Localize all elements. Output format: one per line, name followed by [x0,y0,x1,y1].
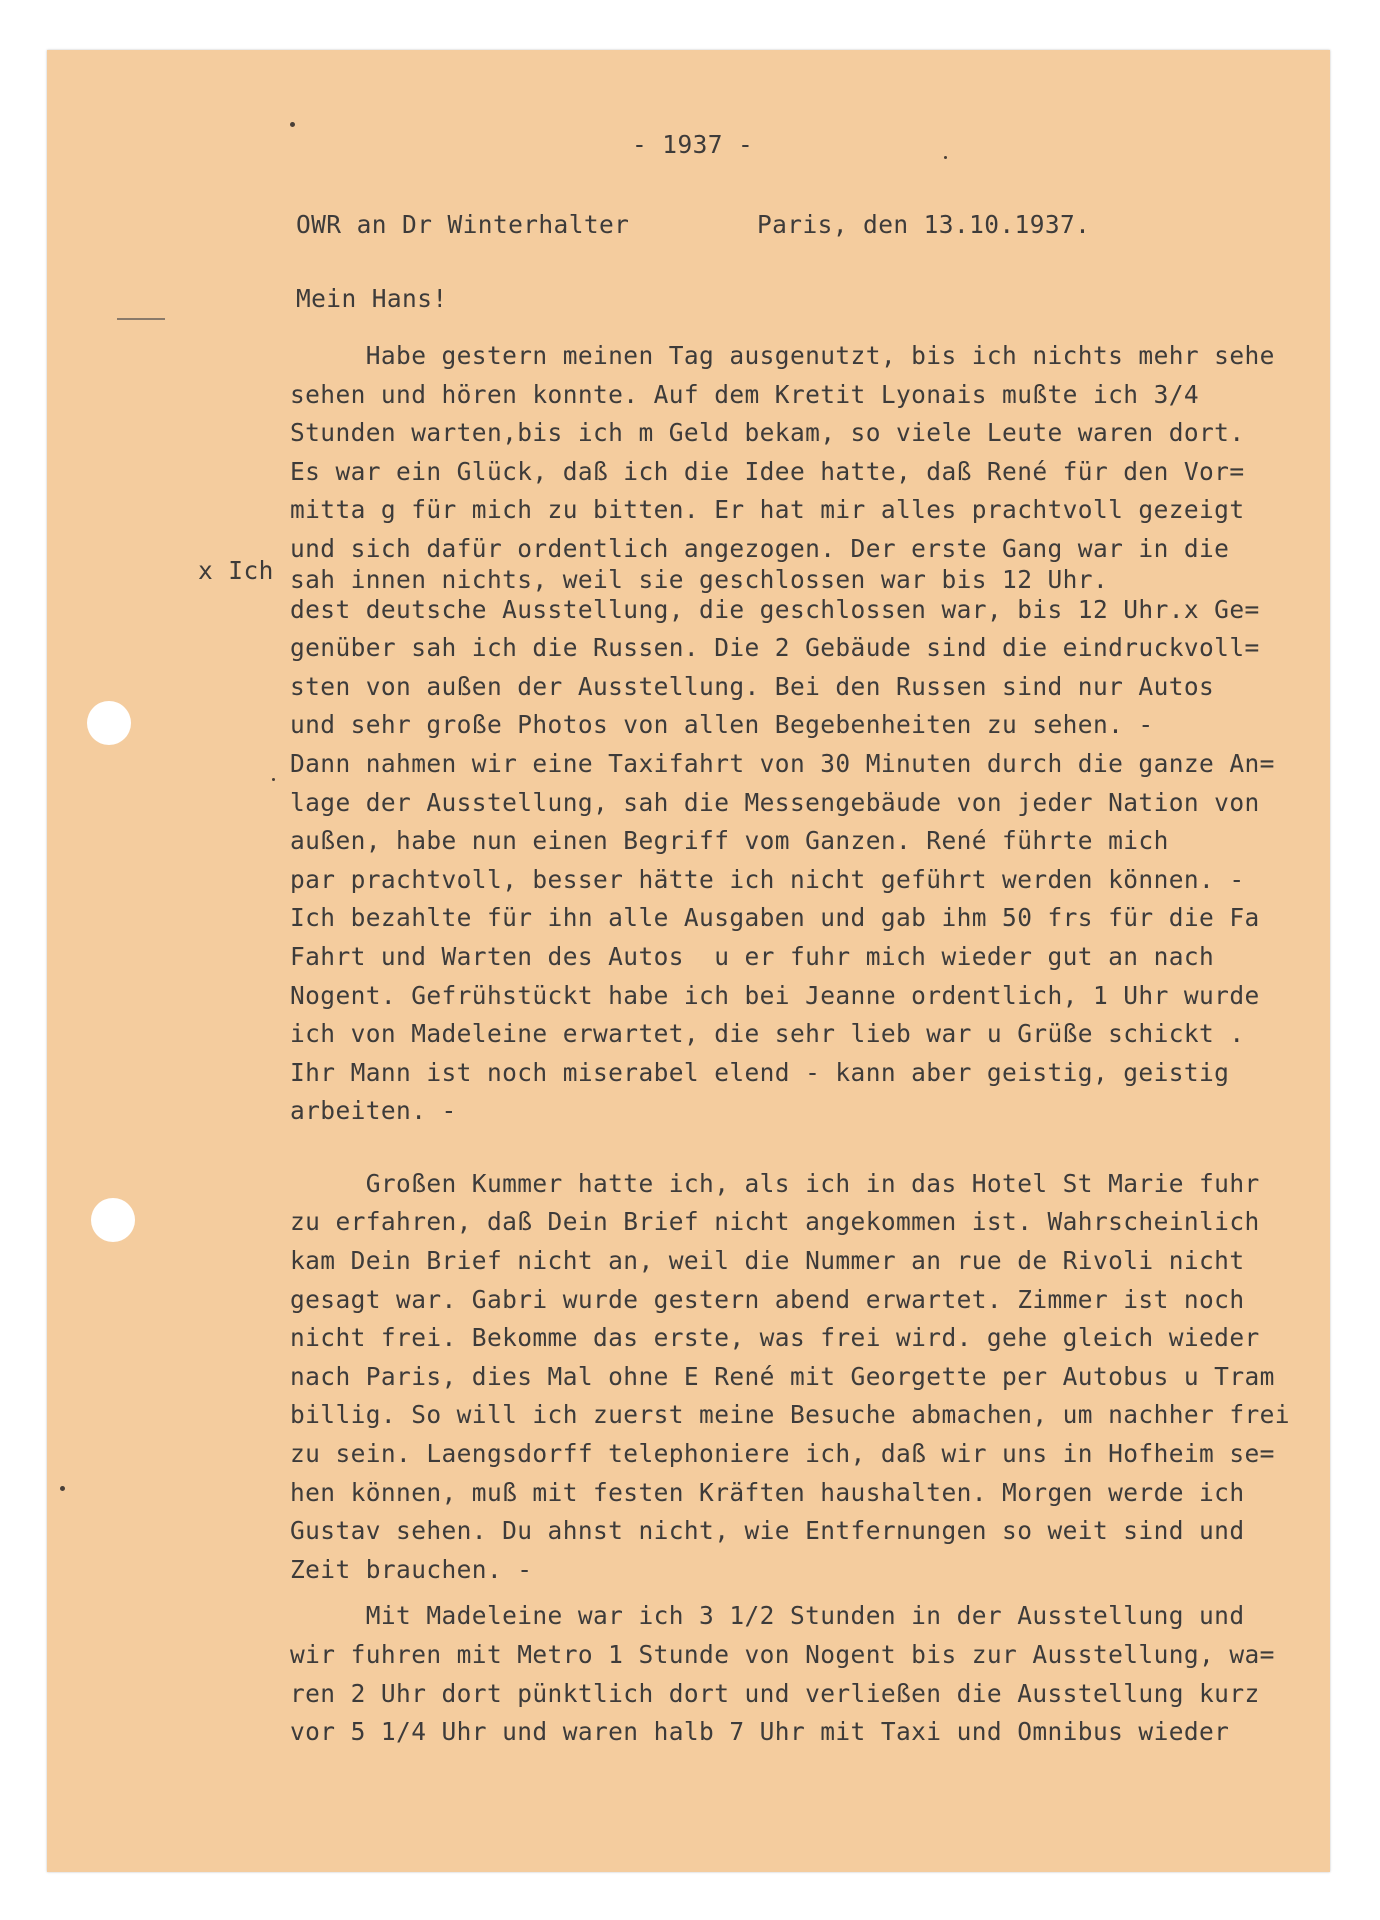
text-line: Gustav sehen. Du ahnst nicht, wie Entfernungen so weit sind und [290,1516,1245,1546]
text-line: Habe gestern meinen Tag ausgenutzt, bis ich nichts mehr sehe [290,341,1275,370]
text-line: Fahrt und Warten des Autos u er fuhr mich wieder gut an nach [290,941,1215,971]
text-line: genüber sah ich die Russen. Die 2 Gebäude sind die eindruckvoll= [290,633,1260,663]
text-line: nicht frei. Bekomme das erste, was frei wird. gehe gleich wieder [290,1323,1260,1353]
text-line: vor 5 1/4 Uhr und waren halb 7 Uhr mit Taxi und Omnibus wieder [290,1717,1230,1747]
text-line: Dann nahmen wir eine Taxifahrt von 30 Minuten durch die ganze An= [290,748,1275,778]
text-line: mitta g für mich zu bitten. Er hat mir alles prachtvoll gezeigt [290,495,1245,525]
text-line: arbeiten. - [290,1096,457,1126]
ink-speck [60,1486,65,1491]
text-line: ich von Madeleine erwartet, die sehr lieb war u Grüße schickt . [290,1019,1245,1049]
paragraph [290,337,1320,1131]
text-line: nach Paris, dies Mal ohne E René mit Georgette per Autobus u Tram [290,1361,1275,1391]
text-line: sten von außen der Ausstellung. Bei den Russen sind nur Autos [290,671,1215,701]
punch-hole-bottom [91,1198,135,1242]
letter-body [290,337,1320,1752]
sender-recipient-line: OWR an Dr Winterhalter [296,210,630,239]
text-line: Ich bezahlte für ihn alle Ausgaben und gab ihm 50 frs für die Fa [290,903,1260,933]
text-line: zu erfahren, daß Dein Brief nicht angekommen ist. Wahrscheinlich [290,1207,1260,1237]
text-line: zu sein. Laengsdorff telephoniere ich, daß wir uns in Hofheim se= [290,1439,1275,1469]
text-line: sah innen nichts, weil sie geschlossen war bis 12 Uhr. [290,564,1109,594]
text-line: kam Dein Brief nicht an, weil die Nummer an rue de Rivoli nicht [290,1246,1245,1276]
place-date-line: Paris, den 13.10.1937. [757,210,1091,239]
ink-speck [290,122,295,127]
text-line: Stunden warten,bis ich m Geld bekam, so viele Leute waren dort. [290,418,1245,448]
text-line: Nogent. Gefrühstückt habe ich bei Jeanne ordentlich, 1 Uhr wurde [290,980,1260,1010]
paragraph [290,1597,1320,1751]
text-line: lage der Ausstellung, sah die Messengebäude von jeder Nation von [290,787,1260,817]
margin-note: x Ich [198,556,274,585]
text-line: billig. So will ich zuerst meine Besuche abmachen, um nachher frei [290,1400,1290,1430]
text-line: wir fuhren mit Metro 1 Stunde von Nogent bis zur Ausstellung, wa= [290,1640,1275,1669]
margin-dash [117,318,165,320]
text-line: hen können, muß mit festen Kräften haushalten. Morgen werde ich [290,1477,1245,1507]
text-line: dest deutsche Ausstellung, die geschlossen war, bis 12 Uhr.x Ge= [290,594,1260,624]
ink-speck [272,778,275,781]
text-line: und sich dafür ordentlich angezogen. Der erste Gang war in die [290,533,1230,563]
text-line: ren 2 Uhr dort pünktlich dort und verließen die Ausstellung kurz [290,1678,1260,1708]
text-line: sehen und hören konnte. Auf dem Kretit Lyonais mußte ich 3/4 [290,379,1200,409]
text-line: Es war ein Glück, daß ich die Idee hatte, daß René für den Vor= [290,456,1245,486]
punch-hole-top [87,701,131,745]
text-line: Ihr Mann ist noch miserabel elend - kann aber geistig, geistig [290,1057,1230,1087]
text-line: Zeit brauchen. - [290,1554,533,1584]
page-header-year: - 1937 - [632,130,754,159]
text-line: par prachtvoll, besser hätte ich nicht geführt werden können. - [290,864,1245,894]
text-line: und sehr große Photos von allen Begebenheiten zu sehen. - [290,710,1154,740]
text-line: Großen Kummer hatte ich, als ich in das Hotel St Marie fuhr [290,1168,1260,1198]
text-line: Mit Madeleine war ich 3 1/2 Stunden in der Ausstellung und [290,1601,1245,1631]
text-line: außen, habe nun einen Begriff vom Ganzen. René führte mich [290,826,1169,856]
text-line: gesagt war. Gabri wurde gestern abend erwartet. Zimmer ist noch [290,1284,1245,1314]
ink-speck [944,156,947,159]
salutation: Mein Hans! [296,284,448,313]
paragraph [290,1165,1320,1590]
